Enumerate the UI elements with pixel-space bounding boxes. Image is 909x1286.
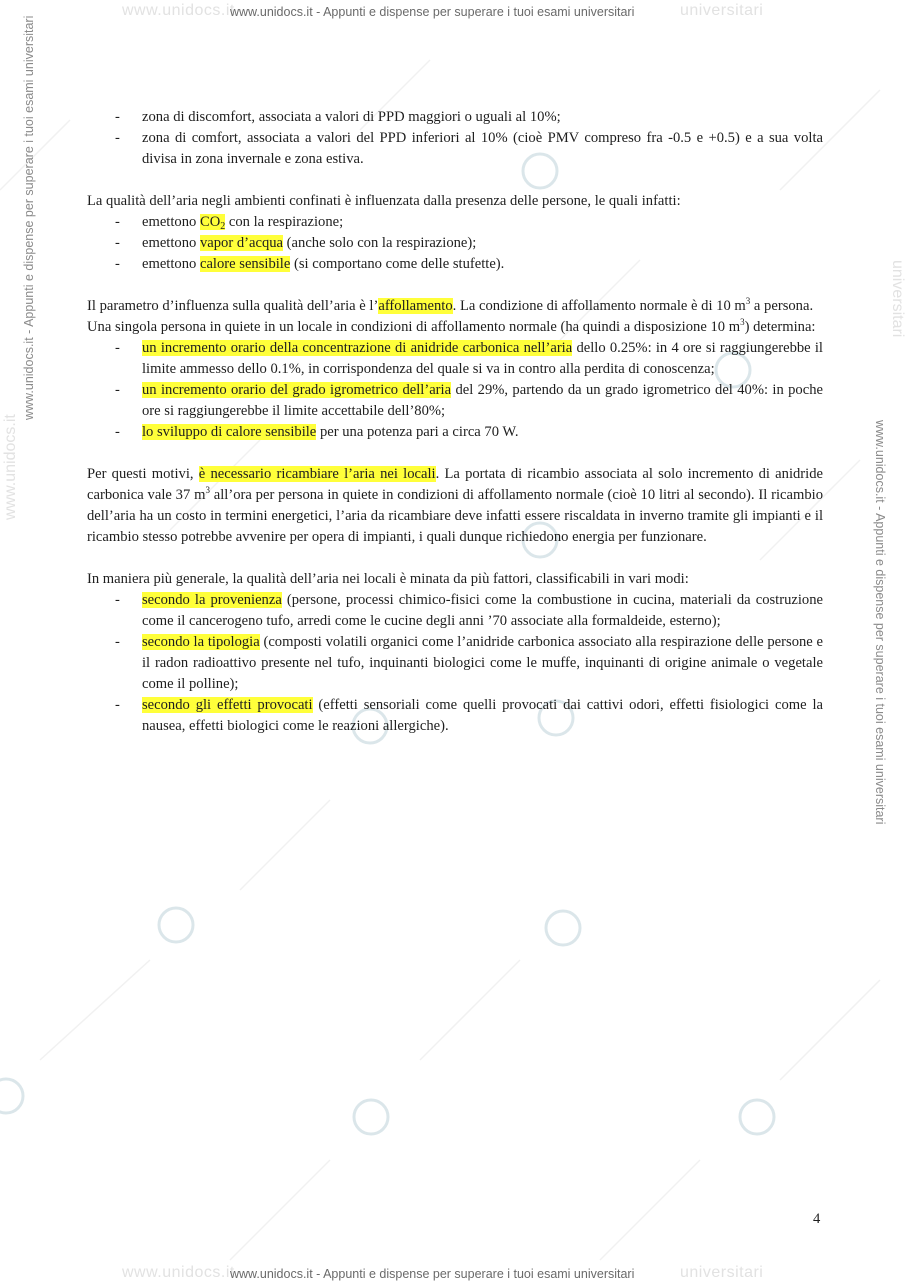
paragraph-general: In maniera più generale, la qualità dell’aria nei locali è minata da più fattori, classificabili in vari modi: xyxy=(87,571,689,587)
highlight: $CO_2$ xyxy=(199,214,226,232)
classification-list xyxy=(87,590,823,737)
watermark-faint-left: www.unidocs.it xyxy=(122,1264,235,1281)
highlight: è necessario ricambiare l’aria nei locali xyxy=(198,466,436,482)
list-item: - emettono vapor d’acqua (anche solo con la respirazione); xyxy=(115,235,477,251)
highlight: secondo la tipologia xyxy=(142,634,260,650)
list-item: - emettono calore sensibile (si comportano come delle stufette). xyxy=(115,256,505,272)
watermark-faint-right: universitari xyxy=(680,1264,764,1281)
watermark-left-faint: www.unidocs.it xyxy=(2,414,19,520)
watermark-faint-left: www.unidocs.it xyxy=(122,2,235,19)
list-item: - secondo la tipologia (composti volatili organici come l’anidride carbonica associato alla respirazione delle persone e il radon radioattivo presente nel tufo, inquinanti biologici come le muffe, inquinanti di origine animale o vegetale come il polline); xyxy=(115,634,823,692)
list-item: - zona di comfort, associata a valori del PPD inferiori al 10% (cioè PMV compreso fra -0.5 e +0.5) e a sua volta divisa in zona invernale e zona estiva. xyxy=(115,130,823,167)
highlight: vapor d’acqua xyxy=(199,235,284,251)
watermark-faint-right: universitari xyxy=(680,2,764,19)
highlight: lo sviluppo di calore sensibile xyxy=(142,424,317,440)
list-item-text: zona di discomfort, associata a valori di PPD maggiori o uguali al 10%; xyxy=(142,109,561,125)
list-item: - zona di discomfort, associata a valori di PPD maggiori o uguali al 10%; xyxy=(115,109,561,125)
highlight: affollamento xyxy=(378,298,453,314)
list-item: - secondo gli effetti provocati (effetti sensoriali come quelli provocati dai cattivi odori, effetti fisiologici come la nausea, effetti biologici come le reazioni allergiche). xyxy=(115,697,823,734)
watermark-top-text: www.unidocs.it - Appunti e dispense per superare i tuoi esami universitari xyxy=(230,5,635,19)
watermark-bottom-text: www.unidocs.it - Appunti e dispense per superare i tuoi esami universitari xyxy=(230,1267,635,1281)
watermark-right-faint: universitari xyxy=(889,260,906,338)
watermark-right: www.unidocs.it - Appunti e dispense per superare i tuoi esami universitari xyxy=(873,420,887,825)
watermark-left: www.unidocs.it - Appunti e dispense per superare i tuoi esami universitari xyxy=(22,15,36,420)
comfort-zones-list xyxy=(87,107,823,170)
highlight: calore sensibile xyxy=(199,256,291,272)
list-item: - secondo la provenienza (persone, processi chimico-fisici come la combustione in cucina, materiali da costruzione come il cancerogeno tufo, arredi come le cucine degli anni ’70 associate alla formaldeide, esterno); xyxy=(115,592,823,629)
list-item: - emettono $CO_2$ con la respirazione; xyxy=(115,214,344,232)
highlight: un incremento orario del grado igrometrico dell’aria xyxy=(142,382,452,398)
watermark-top xyxy=(0,2,909,22)
highlight: secondo la provenienza xyxy=(142,592,282,608)
list-item: - un incremento orario del grado igrometrico dell’aria del 29%, partendo da un grado igrometrico del 40%: in poche ore si raggiungerebbe il limite accettabile dell’80%; xyxy=(115,382,823,419)
paragraph-single-person: Una singola persona in quiete in un locale in condizioni di affollamento normale (ha quindi a disposizione 10 $m^3$) determina: xyxy=(87,317,816,335)
list-item: - lo sviluppo di calore sensibile per una potenza pari a circa 70 W. xyxy=(115,424,519,440)
emissions-list xyxy=(87,212,823,275)
page-content xyxy=(87,107,823,737)
effects-list xyxy=(87,338,823,443)
highlight: secondo gli effetti provocati xyxy=(142,697,313,713)
paragraph-air-change: Per questi motivi, è necessario ricambiare l’aria nei locali. La portata di ricambio associata al solo incremento di anidride carbonica vale 37 $m^3$ all’ora per persona in quiete in condizioni di affollamento normale (cioè 10 litri al secondo). Il ricambio dell’aria ha un costo in termini energetici, l’aria da ricambiare deve infatti essere riscaldata in inverno tramite gli impianti e il ricambio stesso potrebbe avvenire per opera di impianti, i quali dunque richiedono energia per funzionare. xyxy=(87,466,823,545)
paragraph-air-quality: La qualità dell’aria negli ambienti confinati è influenzata dalla presenza delle persone, le quali infatti: xyxy=(87,193,681,209)
paragraph-crowding: Il parametro d’influenza sulla qualità dell’aria è l’affollamento. La condizione di affollamento normale è di 10 $m^3$ a persona. xyxy=(87,296,814,314)
page-number: 4 xyxy=(813,1211,821,1227)
highlight: un incremento orario della concentrazione di anidride carbonica nell’aria xyxy=(142,340,573,356)
list-item: - un incremento orario della concentrazione di anidride carbonica nell’aria dello 0.25%: in 4 ore si raggiungerebbe il limite ammesso dello 0.1%, in corrispondenza del quale si va in contro alla perdita di conoscenza; xyxy=(115,340,823,377)
list-item-text: zona di comfort, associata a valori del PPD inferiori al 10% (cioè PMV compreso fra -0.5 e +0.5) e a sua volta divisa in zona invernale e zona estiva. xyxy=(142,130,823,167)
watermark-bottom xyxy=(0,1264,909,1284)
